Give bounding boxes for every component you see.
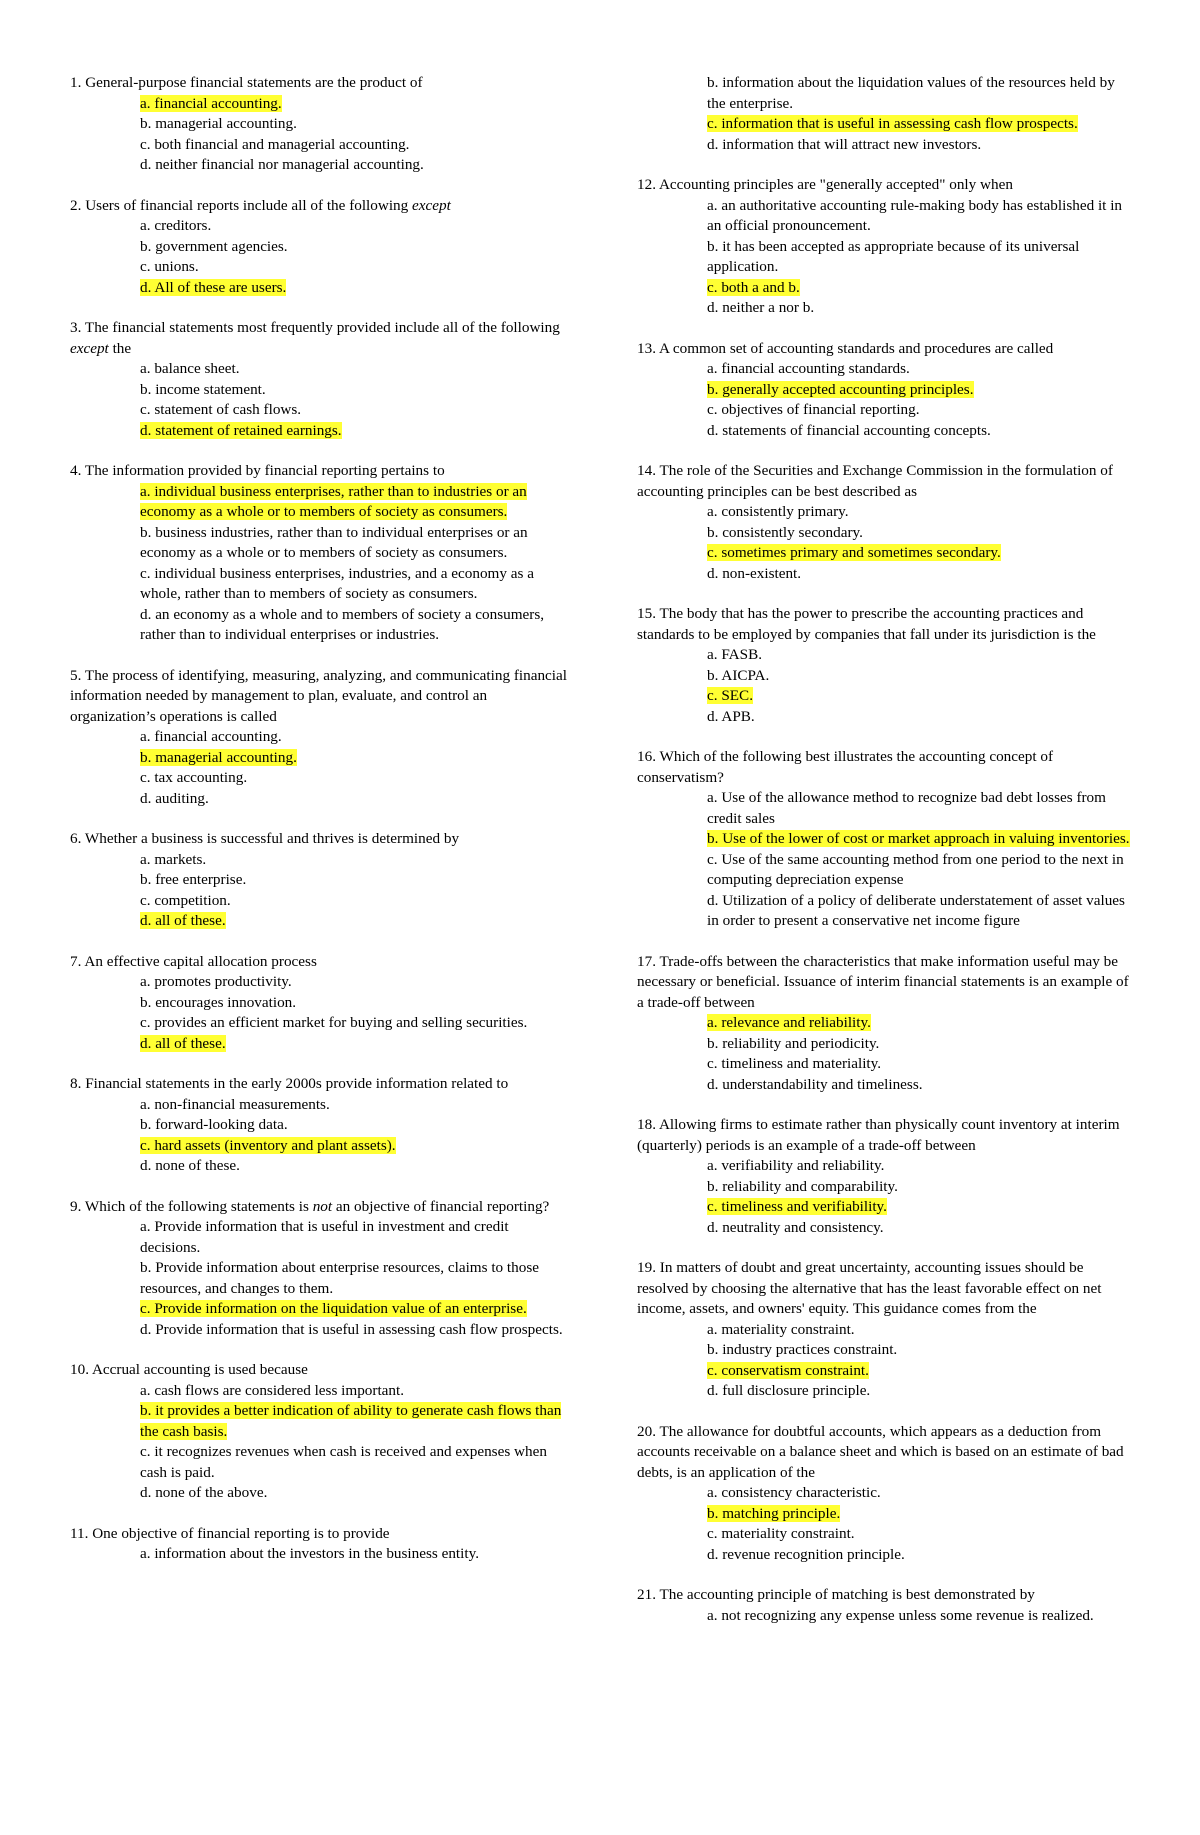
answer-text: a. markets.	[140, 850, 207, 868]
answer-option	[707, 421, 1130, 442]
answer-option	[707, 1218, 1130, 1239]
answer-option	[707, 502, 1130, 523]
answer-option	[140, 891, 567, 912]
question-stem	[70, 461, 567, 482]
answer-text: c. objectives of financial reporting.	[707, 401, 920, 418]
answer-options	[140, 482, 567, 646]
question-text: Accrual accounting is used because	[91, 1361, 308, 1378]
answer-option	[140, 1299, 567, 1320]
question-text: The financial statements most frequently provided include all of the following	[84, 319, 560, 336]
question-stem	[637, 747, 1130, 788]
answer-text: c. timeliness and materiality.	[707, 1055, 882, 1072]
answer-text: c. it recognizes revenues when cash is received and expenses when cash is paid.	[140, 1443, 547, 1481]
answer-text: c. tax accounting.	[140, 769, 248, 786]
highlighted-answer: b. generally accepted accounting principles.	[707, 380, 974, 398]
answer-option	[140, 727, 567, 748]
question-text: Which of the following best illustrates the accounting concept of conservatism?	[637, 748, 1054, 786]
highlighted-answer: c. SEC.	[707, 687, 753, 704]
question-text: The allowance for doubtful accounts, which appears as a deduction from accounts receivable on a balance sheet and which is based on an estimate of bad debts, is an application of the	[637, 1422, 1124, 1481]
answer-option	[140, 1217, 567, 1258]
answer-option	[140, 870, 567, 891]
answer-options	[707, 502, 1130, 584]
answer-option	[707, 850, 1130, 891]
answer-option	[140, 605, 567, 646]
question-20	[637, 1422, 1130, 1566]
question-text: Whether a business is successful and thrives is determined by	[84, 830, 460, 847]
question-stem	[70, 1074, 567, 1095]
question-8	[70, 1074, 567, 1177]
answer-option	[707, 666, 1130, 687]
answer-options	[707, 1156, 1130, 1238]
answer-option	[707, 564, 1130, 585]
question-stem	[637, 339, 1130, 360]
answer-text: d. full disclosure principle.	[707, 1382, 871, 1399]
answer-text: c. both financial and managerial accounting.	[140, 135, 410, 153]
highlighted-answer: d. statement of retained earnings.	[140, 421, 342, 439]
answer-text: a. not recognizing any expense unless some revenue is realized.	[707, 1606, 1094, 1624]
answer-text: a. promotes productivity.	[140, 973, 292, 990]
answer-text: b. reliability and periodicity.	[707, 1034, 880, 1052]
highlighted-answer: b. Use of the lower of cost or market approach in valuing inventories.	[707, 830, 1130, 847]
answer-text: c. materiality constraint.	[707, 1525, 855, 1542]
answer-text: d. Provide information that is useful in assessing cash flow prospects.	[140, 1320, 563, 1338]
answer-text: a. verifiability and reliability.	[707, 1157, 885, 1174]
answer-text: a. financial accounting.	[140, 728, 282, 745]
question-9	[70, 1197, 567, 1341]
question-text: In matters of doubt and great uncertainty, accounting issues should be resolved by choosing the alternative that has the least favorable effect on net income, assets, and owners' equity. This guidance comes from the	[637, 1259, 1102, 1317]
answer-option	[140, 789, 567, 810]
answer-option	[140, 359, 567, 380]
answer-option	[707, 196, 1130, 237]
question-number: 18.	[637, 1116, 656, 1133]
answer-option	[707, 114, 1130, 135]
answer-option	[140, 1544, 567, 1565]
question-number: 9.	[70, 1197, 82, 1215]
question-4	[70, 461, 567, 646]
question-text: Which of the following statements is	[84, 1197, 313, 1215]
question-number: 11.	[70, 1524, 89, 1542]
highlighted-answer: b. matching principle.	[707, 1504, 841, 1522]
answer-option	[707, 1340, 1130, 1361]
question-text: General-purpose financial statements are the product of	[85, 74, 423, 91]
question-12	[637, 175, 1130, 319]
answer-text: b. forward-looking data.	[140, 1116, 288, 1133]
answer-options	[140, 727, 567, 809]
highlighted-answer: c. both a and b.	[707, 278, 800, 296]
question-number: 19.	[637, 1259, 656, 1276]
question-text: Financial statements in the early 2000s provide information related to	[85, 1075, 509, 1092]
question-stem	[637, 175, 1130, 196]
answer-option	[707, 686, 1130, 707]
answer-option	[140, 482, 567, 523]
answer-option	[140, 400, 567, 421]
highlighted-answer: c. Provide information on the liquidation value of an enterprise.	[140, 1300, 527, 1317]
answer-option	[707, 1361, 1130, 1382]
answer-option	[707, 1504, 1130, 1525]
answer-option	[140, 421, 567, 442]
answer-option	[140, 523, 567, 564]
question-stem	[70, 1360, 567, 1381]
answer-option	[140, 155, 567, 176]
answer-option	[707, 523, 1130, 544]
question-number: 15.	[637, 605, 656, 622]
question-11	[70, 1524, 567, 1565]
answer-option	[707, 237, 1130, 278]
answer-option	[707, 380, 1130, 401]
question-stem	[70, 1197, 567, 1218]
question-18	[637, 1115, 1130, 1238]
answer-option	[707, 1177, 1130, 1198]
answer-option	[707, 1197, 1130, 1218]
question-continued	[637, 73, 1130, 155]
answer-option	[140, 993, 567, 1014]
answer-option	[707, 788, 1130, 829]
question-stem	[70, 666, 567, 728]
question-stem	[70, 318, 567, 359]
answer-text: a. creditors.	[140, 217, 212, 234]
question-19	[637, 1258, 1130, 1402]
answer-option	[707, 707, 1130, 728]
answer-options	[707, 1013, 1130, 1095]
answer-text: d. statements of financial accounting concepts.	[707, 421, 991, 439]
answer-option	[707, 1156, 1130, 1177]
question-number: 8.	[70, 1075, 82, 1092]
answer-option	[140, 257, 567, 278]
answer-option	[707, 298, 1130, 319]
answer-options	[707, 1483, 1130, 1565]
question-text-continued: the	[108, 339, 132, 357]
answer-text: c. statement of cash flows.	[140, 401, 302, 418]
answer-options	[140, 972, 567, 1054]
highlighted-answer: c. timeliness and verifiability.	[707, 1198, 887, 1215]
answer-text: d. non-existent.	[707, 564, 802, 582]
answer-text: b. free enterprise.	[140, 871, 247, 888]
question-number: 14.	[637, 462, 656, 479]
question-number: 16.	[637, 748, 656, 765]
question-number: 21.	[637, 1586, 656, 1603]
question-stem	[70, 1524, 567, 1545]
question-5	[70, 666, 567, 810]
question-number: 12.	[637, 176, 656, 193]
answer-option	[140, 237, 567, 258]
answer-text: a. materiality constraint.	[707, 1320, 855, 1338]
answer-text: b. industry practices constraint.	[707, 1341, 898, 1358]
answer-option	[140, 1013, 567, 1034]
question-stem	[637, 952, 1130, 1014]
question-number: 7.	[70, 952, 82, 970]
answer-option	[140, 748, 567, 769]
question-6	[70, 829, 567, 932]
answer-option	[707, 1320, 1130, 1341]
question-21	[637, 1585, 1130, 1626]
highlighted-answer: b. managerial accounting.	[140, 748, 297, 766]
answer-text: b. information about the liquidation values of the resources held by the enterprise.	[707, 74, 1115, 112]
question-number: 1.	[70, 74, 82, 91]
answer-text: b. income statement.	[140, 380, 266, 398]
answer-option	[140, 564, 567, 605]
highlighted-answer: a. relevance and reliability.	[707, 1014, 871, 1031]
answer-text: a. balance sheet.	[140, 360, 240, 377]
answer-text: b. consistently secondary.	[707, 523, 863, 541]
answer-text: d. information that will attract new investors.	[707, 135, 982, 153]
answer-text: b. managerial accounting.	[140, 115, 297, 132]
answer-option	[707, 1075, 1130, 1096]
answer-text: a. FASB.	[707, 646, 762, 663]
answer-option	[707, 1483, 1130, 1504]
question-text: Allowing firms to estimate rather than physically count inventory at interim (quarterly) periods is an example of a trade-off between	[637, 1116, 1120, 1154]
highlighted-answer: c. sometimes primary and sometimes secondary.	[707, 544, 1001, 561]
question-3	[70, 318, 567, 441]
answer-option	[707, 1545, 1130, 1566]
highlighted-answer: d. all of these.	[140, 1034, 226, 1052]
answer-text: a. Use of the allowance method to recognize bad debt losses from credit sales	[707, 789, 1106, 827]
question-number: 2.	[70, 196, 82, 214]
answer-options	[140, 850, 567, 932]
question-13	[637, 339, 1130, 442]
answer-text: a. non-financial measurements.	[140, 1095, 330, 1113]
answer-text: d. Utilization of a policy of deliberate understatement of asset values in order to present a conservative net income figure	[707, 891, 1125, 929]
question-number: 4.	[70, 462, 82, 479]
question-text: Accounting principles are "generally accepted" only when	[658, 176, 1013, 193]
question-number: 13.	[637, 339, 656, 357]
question-7	[70, 952, 567, 1055]
answer-option	[140, 1442, 567, 1483]
answer-option	[140, 1095, 567, 1116]
answer-options	[707, 359, 1130, 441]
answer-options	[140, 216, 567, 298]
answer-text: d. none of these.	[140, 1157, 240, 1174]
answer-option	[707, 73, 1130, 114]
answer-option	[140, 1381, 567, 1402]
answer-text: a. an authoritative accounting rule-making body has established it in an official pronouncement.	[707, 196, 1123, 234]
answer-options	[707, 196, 1130, 319]
question-text: Trade-offs between the characteristics that make information useful may be necessary or beneficial. Issuance of interim financial statements is an example of a trade-off between	[637, 952, 1129, 1011]
answer-text: c. competition.	[140, 891, 231, 909]
answer-option	[140, 94, 567, 115]
answer-option	[707, 1524, 1130, 1545]
answer-option	[140, 1136, 567, 1157]
answer-text: c. unions.	[140, 258, 199, 275]
answer-options	[140, 1544, 567, 1565]
answer-text: d. neither financial nor managerial accounting.	[140, 156, 424, 173]
question-stem	[637, 1422, 1130, 1484]
highlighted-answer: a. financial accounting.	[140, 94, 282, 112]
answer-option	[140, 1258, 567, 1299]
answer-text: c. Use of the same accounting method from one period to the next in computing depreciation expense	[707, 850, 1124, 888]
answer-text: b. reliability and comparability.	[707, 1177, 898, 1195]
question-emphasis: not	[312, 1197, 333, 1215]
question-emphasis: except	[412, 196, 451, 214]
question-number: 20.	[637, 1422, 656, 1440]
answer-option	[707, 135, 1130, 156]
answer-option	[707, 1034, 1130, 1055]
question-1	[70, 73, 567, 176]
question-text: The body that has the power to prescribe the accounting practices and standards to be employed by companies that fall under its jurisdiction is the	[637, 605, 1096, 643]
answer-options	[707, 1320, 1130, 1402]
highlighted-answer: b. it provides a better indication of ability to generate cash flows than the cash basis.	[140, 1402, 562, 1440]
answer-options	[707, 73, 1130, 155]
answer-option	[707, 1606, 1130, 1627]
answer-option	[140, 1401, 567, 1442]
question-stem	[70, 829, 567, 850]
answer-option	[140, 768, 567, 789]
answer-text: d. understandability and timeliness.	[707, 1075, 923, 1093]
answer-option	[707, 278, 1130, 299]
right-column	[637, 73, 1130, 1646]
question-text-continued: an objective of financial reporting?	[332, 1197, 550, 1215]
question-text: Users of financial reports include all of the following	[85, 196, 413, 214]
answer-options	[707, 1606, 1130, 1627]
question-stem	[637, 1115, 1130, 1156]
answer-text: d. revenue recognition principle.	[707, 1545, 905, 1563]
question-16	[637, 747, 1130, 932]
answer-option	[707, 543, 1130, 564]
answer-option	[140, 1320, 567, 1341]
question-text: The role of the Securities and Exchange Commission in the formulation of accounting principles can be best described as	[637, 462, 1113, 500]
question-stem	[70, 73, 567, 94]
answer-option	[140, 1115, 567, 1136]
answer-text: b. government agencies.	[140, 237, 288, 255]
question-number: 5.	[70, 666, 82, 684]
question-number: 3.	[70, 319, 82, 336]
answer-text: a. financial accounting standards.	[707, 360, 910, 377]
answer-text: a. cash flows are considered less important.	[140, 1381, 405, 1399]
question-17	[637, 952, 1130, 1096]
answer-options	[140, 359, 567, 441]
answer-option	[140, 911, 567, 932]
answer-text: d. none of the above.	[140, 1484, 268, 1501]
answer-option	[140, 1483, 567, 1504]
answer-option	[707, 891, 1130, 932]
question-2	[70, 196, 567, 299]
highlighted-answer: d. All of these are users.	[140, 278, 287, 296]
answer-option	[140, 278, 567, 299]
answer-option	[140, 114, 567, 135]
question-emphasis: except	[70, 339, 109, 357]
answer-text: a. Provide information that is useful in investment and credit decisions.	[140, 1218, 509, 1256]
answer-option	[707, 359, 1130, 380]
answer-options	[140, 1217, 567, 1340]
answer-text: d. neutrality and consistency.	[707, 1218, 884, 1236]
left-column	[70, 73, 567, 1585]
highlighted-answer: c. conservatism constraint.	[707, 1361, 869, 1379]
answer-option	[707, 1381, 1130, 1402]
question-text: A common set of accounting standards and procedures are called	[658, 339, 1054, 357]
highlighted-answer: a. individual business enterprises, rather than to industries or an economy as a whole or to members of society as consumers.	[140, 482, 527, 520]
answer-options	[707, 645, 1130, 727]
answer-option	[140, 135, 567, 156]
answer-text: b. it has been accepted as appropriate because of its universal application.	[707, 237, 1080, 275]
answer-options	[140, 94, 567, 176]
question-stem	[70, 196, 567, 217]
highlighted-answer: c. hard assets (inventory and plant assets).	[140, 1136, 396, 1154]
answer-text: d. neither a nor b.	[707, 299, 815, 316]
answer-text: a. information about the investors in the business entity.	[140, 1545, 479, 1562]
answer-text: b. encourages innovation.	[140, 993, 297, 1011]
answer-text: b. AICPA.	[707, 666, 770, 684]
answer-text: d. auditing.	[140, 789, 209, 807]
highlighted-answer: d. all of these.	[140, 912, 226, 929]
highlighted-answer: c. information that is useful in assessing cash flow prospects.	[707, 115, 1078, 132]
question-number: 17.	[637, 952, 656, 970]
answer-text: c. provides an efficient market for buying and selling securities.	[140, 1014, 528, 1031]
answer-option	[707, 400, 1130, 421]
answer-text: a. consistently primary.	[707, 503, 849, 520]
question-number: 10.	[70, 1361, 89, 1378]
question-stem	[637, 461, 1130, 502]
question-text: The information provided by financial reporting pertains to	[84, 462, 445, 479]
answer-option	[707, 829, 1130, 850]
question-10	[70, 1360, 567, 1504]
answer-text: c. individual business enterprises, industries, and a economy as a whole, rather than to members of society as consumers.	[140, 564, 534, 602]
answer-option	[140, 850, 567, 871]
question-text: One objective of financial reporting is to provide	[92, 1524, 390, 1542]
answer-text: b. business industries, rather than to individual enterprises or an economy as a whole or to members of society as consumers.	[140, 523, 528, 561]
question-text: An effective capital allocation process	[84, 952, 317, 970]
answer-option	[140, 1156, 567, 1177]
answer-option	[707, 1054, 1130, 1075]
question-stem	[637, 1585, 1130, 1606]
question-stem	[70, 952, 567, 973]
answer-option	[140, 380, 567, 401]
question-stem	[637, 1258, 1130, 1320]
question-number: 6.	[70, 830, 82, 847]
answer-options	[707, 788, 1130, 932]
answer-options	[140, 1381, 567, 1504]
answer-text: d. APB.	[707, 707, 755, 725]
question-14	[637, 461, 1130, 584]
answer-option	[140, 216, 567, 237]
answer-text: b. Provide information about enterprise resources, claims to those resources, and changes to them.	[140, 1259, 539, 1297]
question-text: The accounting principle of matching is best demonstrated by	[659, 1586, 1035, 1603]
question-15	[637, 604, 1130, 727]
answer-options	[140, 1095, 567, 1177]
answer-option	[707, 1013, 1130, 1034]
answer-option	[140, 972, 567, 993]
answer-text: d. an economy as a whole and to members of society a consumers, rather than to individual enterprises or industries.	[140, 605, 545, 643]
answer-option	[707, 645, 1130, 666]
answer-text: a. consistency characteristic.	[707, 1484, 881, 1501]
answer-option	[140, 1034, 567, 1055]
question-text: The process of identifying, measuring, analyzing, and communicating financial information needed by management to plan, evaluate, and control an organization’s operations is called	[70, 666, 567, 725]
question-stem	[637, 604, 1130, 645]
